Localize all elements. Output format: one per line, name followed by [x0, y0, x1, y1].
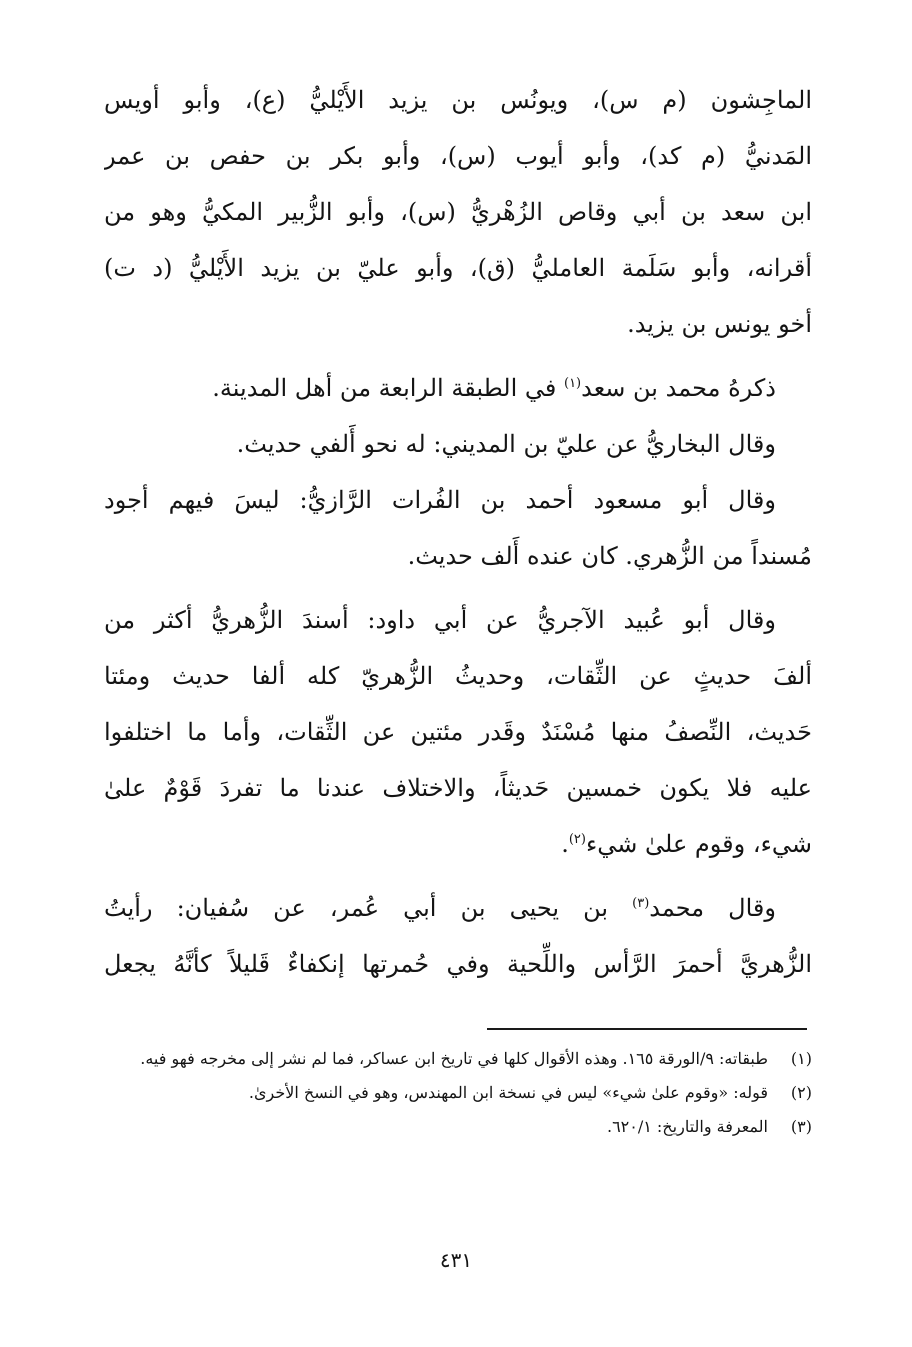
footnote-divider [487, 1028, 807, 1030]
paragraph-gap [104, 872, 812, 880]
footnote-text: المعرفة والتاريخ: ٦٢٠/١. [606, 1117, 768, 1136]
footnote-number: (١) [790, 1049, 812, 1068]
page-number: ٤٣١ [439, 1248, 473, 1272]
text-line: مُسنداً من الزُّهري. كان عنده أَلف حديث. [407, 542, 812, 570]
footnote-number: (٢) [790, 1083, 812, 1102]
footnote-text: قوله: «وقوم علىٰ شيء» ليس في نسخة ابن المهندس، وهو في النسخ الأخرىٰ. [248, 1083, 768, 1102]
text-line: ألفَ حديثٍ عن الثِّقات، وحديثُ الزُّهريّ كله ألفا حديث ومئتا [104, 662, 812, 690]
footnote [104, 1042, 812, 1076]
text-span: ذكرهُ محمد بن سعد [581, 374, 776, 402]
text-line: وقال أبو عُبيد الآجريُّ عن أبي داود: أسندَ الزُّهريُّ أكثر من [104, 606, 776, 634]
text-line: أخو يونس بن يزيد. [627, 310, 812, 338]
text-line [104, 360, 812, 416]
text-line: الزُّهريَّ أحمرَ الرَّأس واللِّحية وفي حُمرتها إنكفاءٌ قَليلاً كأنَّهُ يجعل [104, 950, 812, 978]
text-span: . [561, 830, 569, 858]
text-span: في الطبقة الرابعة من أهل المدينة. [212, 374, 564, 402]
text-line: وقال البخاريُّ عن عليّ بن المديني: له نحو أَلفي حديث. [236, 430, 776, 458]
footnote-marker: (١) [563, 376, 582, 391]
paragraph-gap [104, 352, 812, 360]
footnotes [104, 1042, 812, 1144]
text-line: المَدنيُّ (م كد)، وأبو أيوب (س)، وأبو بكر بن حفص بن عمر [104, 142, 812, 170]
text-line: الماجِشون (م س)، ويونُس بن يزيد الأَيْليُّ (ع)، وأبو أويس [104, 86, 812, 114]
text-line [104, 816, 812, 872]
paragraph-gap [104, 584, 812, 592]
text-line [104, 880, 812, 936]
footnote [104, 1076, 812, 1110]
footnote [104, 1110, 812, 1144]
text-line: أقرانه، وأبو سَلَمة العامليُّ (ق)، وأبو عليّ بن يزيد الأَيْليُّ (د ت) [104, 254, 812, 282]
footnote-marker: (٢) [568, 832, 586, 847]
main-text [104, 72, 812, 992]
footnote-number: (٣) [790, 1117, 812, 1136]
text-line: عليه فلا يكون خمسين حَديثاً، والاختلاف عندنا ما تفردَ قَوْمٌ علىٰ [104, 774, 812, 802]
text-span: وقال محمد [649, 894, 776, 922]
footnote-marker: (٣) [632, 896, 650, 911]
text-line: وقال أبو مسعود أحمد بن الفُرات الرَّازيُّ: ليسَ فيهم أجود [104, 486, 776, 514]
footnote-text: طبقاته: ٩/الورقة ١٦٥. وهذه الأقوال كلها في تاريخ ابن عساكر، فما لم نشر إلى مخرجه فهو فيه. [140, 1049, 768, 1068]
text-line: حَديث، النِّصفُ منها مُسْنَدٌ وقَدر مئتين عن الثِّقات، وأما ما اختلفوا [104, 718, 812, 746]
text-span: شيء، وقوم علىٰ شيء [585, 830, 812, 858]
text-span: بن يحيى بن أبي عُمر، عن سُفيان: رأيتُ [104, 894, 633, 922]
text-line: ابن سعد بن أبي وقاص الزُهْريُّ (س)، وأبو الزُّبير المكيُّ وهو من [104, 198, 812, 226]
